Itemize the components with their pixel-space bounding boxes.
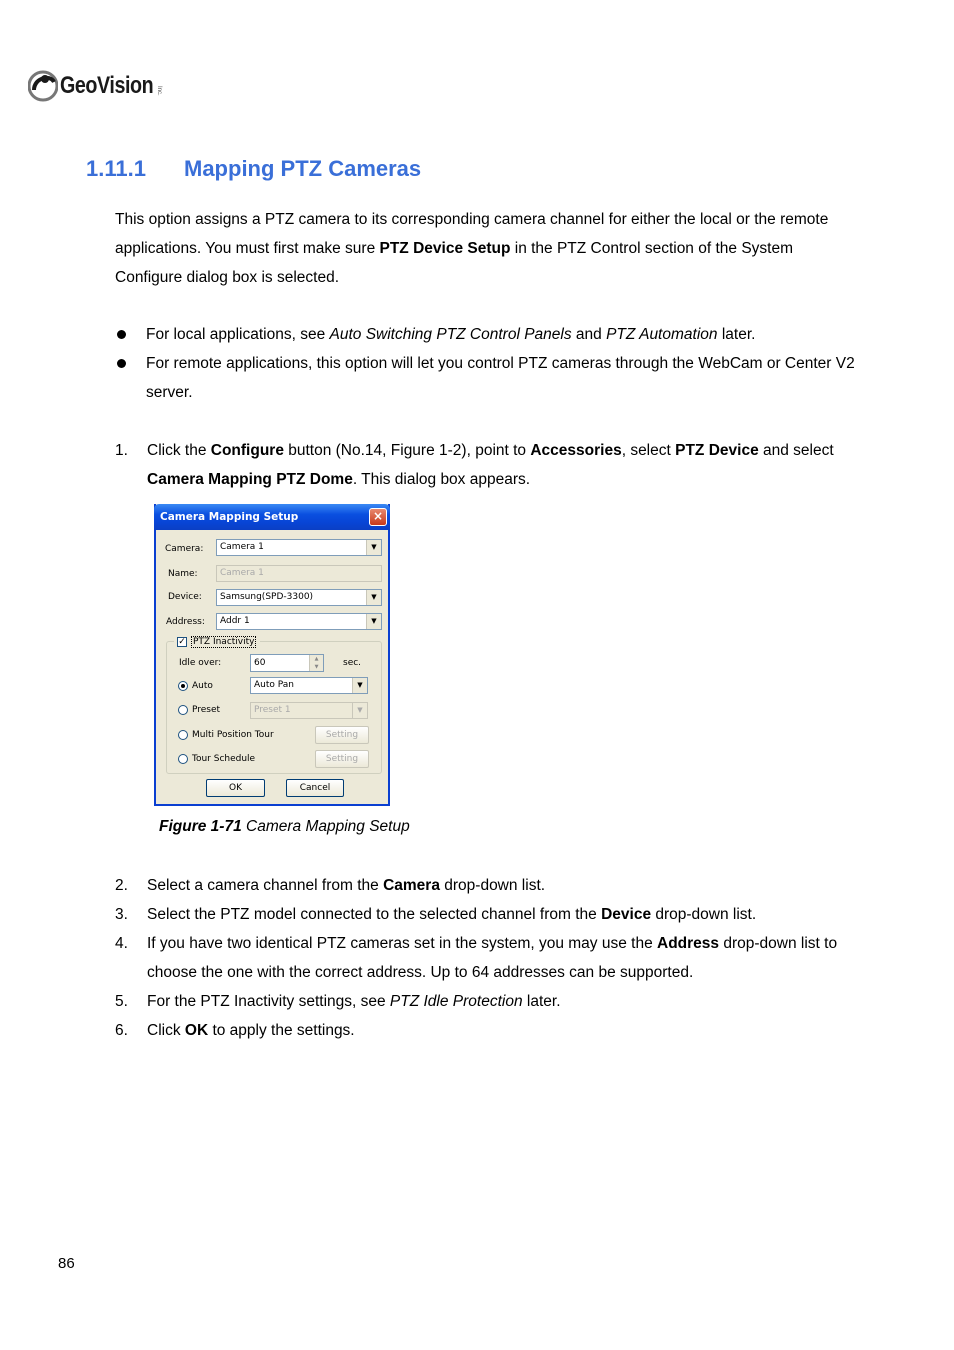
- figure-number: Figure 1-71: [159, 818, 242, 835]
- preset-select: [250, 702, 368, 719]
- auto-select[interactable]: [250, 677, 368, 694]
- step-number: 6.: [115, 1022, 128, 1039]
- close-icon[interactable]: ×: [369, 508, 387, 526]
- chevron-down-icon[interactable]: ▼: [366, 614, 381, 629]
- device-label: Device:: [168, 592, 202, 602]
- logo-tm: Inc.: [155, 86, 162, 96]
- multi-position-tour-radio[interactable]: [178, 730, 188, 740]
- camera-label: Camera:: [165, 544, 204, 554]
- step-2: [115, 871, 855, 900]
- bullet-text: For local applications, see: [146, 326, 330, 343]
- idle-over-label: Idle over:: [179, 658, 222, 668]
- section-title: Mapping PTZ Cameras: [184, 156, 422, 181]
- step-bold: Camera: [383, 877, 440, 894]
- name-field-value: Camera 1: [220, 568, 264, 578]
- step-italic-ref: PTZ Idle Protection: [389, 993, 523, 1010]
- bullet-list: [115, 320, 855, 407]
- step-4: [115, 929, 855, 987]
- step-text: . This dialog box appears.: [352, 471, 531, 488]
- ok-button[interactable]: OK: [206, 779, 265, 797]
- chevron-down-icon[interactable]: ▼: [366, 540, 381, 555]
- preset-select-value: Preset 1: [254, 705, 291, 715]
- device-select[interactable]: [216, 589, 382, 606]
- intro-text-2: in the PTZ Control section of the System Configure dialog box is selected.: [115, 240, 794, 286]
- bullet-remote: [115, 349, 855, 407]
- cancel-button[interactable]: Cancel: [286, 779, 344, 797]
- idle-over-value: 60: [254, 658, 266, 668]
- bullet-ref-ptz-automation: PTZ Automation: [606, 326, 718, 343]
- auto-select-value: Auto Pan: [254, 680, 294, 690]
- address-select-value: Addr 1: [220, 616, 250, 626]
- step-text: drop-down list to choose the one with the correct address. Up to 64 addresses can be supported.: [147, 935, 838, 981]
- spin-down-icon[interactable]: ▼: [309, 663, 323, 671]
- address-label: Address:: [166, 617, 205, 627]
- step-text: Click the: [147, 442, 211, 459]
- page-number: 86: [58, 1255, 75, 1272]
- preset-label: Preset: [192, 705, 221, 715]
- idle-over-stepper[interactable]: [250, 654, 324, 672]
- logo-wordmark: GeoVision: [60, 72, 154, 99]
- multi-position-tour-label: Multi Position Tour: [192, 730, 274, 740]
- auto-label: Auto: [192, 681, 213, 691]
- tour-schedule-radio[interactable]: [178, 754, 188, 764]
- step-text: drop-down list.: [651, 906, 757, 923]
- intro-text-1: This option assigns a PTZ camera to its corresponding camera channel for either the local or the remote applications. You must first make sure: [115, 211, 829, 257]
- step-3: [115, 900, 855, 929]
- step-text: drop-down list.: [439, 877, 546, 894]
- step-text: Select the PTZ model connected to the selected channel from the: [147, 906, 602, 923]
- camera-mapping-dialog: [154, 504, 390, 806]
- figure-caption-text: Camera Mapping Setup: [241, 818, 410, 835]
- chevron-down-icon: ▼: [352, 703, 367, 718]
- step-bold: Address: [657, 935, 720, 952]
- multi-position-setting-button: Setting: [315, 726, 369, 744]
- intro-paragraph: [115, 205, 855, 292]
- bullet-text: later.: [717, 326, 756, 343]
- step-list-1: [115, 436, 855, 494]
- camera-select-value: Camera 1: [220, 542, 264, 552]
- step-number: 1.: [115, 442, 128, 459]
- intro-bold-ptz-device-setup: PTZ Device Setup: [379, 240, 511, 257]
- step-text: button (No.14, Figure 1-2), point to: [283, 442, 531, 459]
- step-bold: PTZ Device: [675, 442, 759, 459]
- ptz-inactivity-legend: [174, 635, 260, 648]
- step-list-2: [115, 871, 855, 1045]
- section-number: 1.11.1: [86, 156, 146, 181]
- tour-schedule-label: Tour Schedule: [192, 754, 256, 764]
- dialog-titlebar: [154, 504, 390, 530]
- address-select[interactable]: [216, 613, 382, 630]
- step-number: 5.: [115, 993, 128, 1010]
- ptz-inactivity-checkbox[interactable]: ✓: [178, 637, 186, 647]
- step-bold: Accessories: [530, 442, 622, 459]
- step-text: later.: [522, 993, 561, 1010]
- geovision-swirl-icon: [28, 68, 58, 104]
- camera-select[interactable]: [216, 539, 382, 556]
- chevron-down-icon[interactable]: ▼: [366, 590, 381, 605]
- step-text: , select: [621, 442, 676, 459]
- name-label: Name:: [168, 569, 198, 579]
- preset-radio[interactable]: [178, 705, 188, 715]
- ptz-inactivity-label: PTZ Inactivity: [193, 637, 255, 647]
- bullet-text: For remote applications, this option will let you control PTZ cameras through the WebCam or Center V2 server.: [146, 355, 855, 401]
- step-1: [115, 436, 855, 494]
- geovision-logo: [28, 66, 162, 106]
- bullet-local: [115, 320, 855, 349]
- step-number: 3.: [115, 906, 128, 923]
- dialog-title: Camera Mapping Setup: [160, 511, 299, 523]
- step-text: Click: [147, 1022, 185, 1039]
- device-select-value: Samsung(SPD-3300): [220, 592, 314, 602]
- step-bold: Device: [601, 906, 652, 923]
- step-text: For the PTZ Inactivity settings, see: [147, 993, 390, 1010]
- idle-over-unit: sec.: [343, 658, 362, 668]
- step-text: to apply the settings.: [208, 1022, 355, 1039]
- figure-caption: [159, 818, 410, 836]
- step-number: 4.: [115, 935, 128, 952]
- step-number: 2.: [115, 877, 128, 894]
- bullet-ref-auto-switching: Auto Switching PTZ Control Panels: [329, 326, 572, 343]
- step-bold: Camera Mapping PTZ Dome: [147, 471, 353, 488]
- section-heading: [86, 156, 421, 182]
- step-text: and select: [758, 442, 834, 459]
- name-field: [216, 565, 382, 582]
- tour-schedule-setting-button: Setting: [315, 750, 369, 768]
- step-bold: OK: [184, 1022, 209, 1039]
- auto-radio[interactable]: [178, 681, 188, 691]
- bullet-text: and: [571, 326, 607, 343]
- step-bold: Configure: [210, 442, 284, 459]
- step-text: Select a camera channel from the: [147, 877, 384, 894]
- chevron-down-icon[interactable]: ▼: [352, 678, 367, 693]
- step-5: [115, 987, 855, 1016]
- step-text: If you have two identical PTZ cameras set in the system, you may use the: [147, 935, 658, 952]
- spin-up-icon[interactable]: ▲: [309, 655, 323, 663]
- step-6: [115, 1016, 855, 1045]
